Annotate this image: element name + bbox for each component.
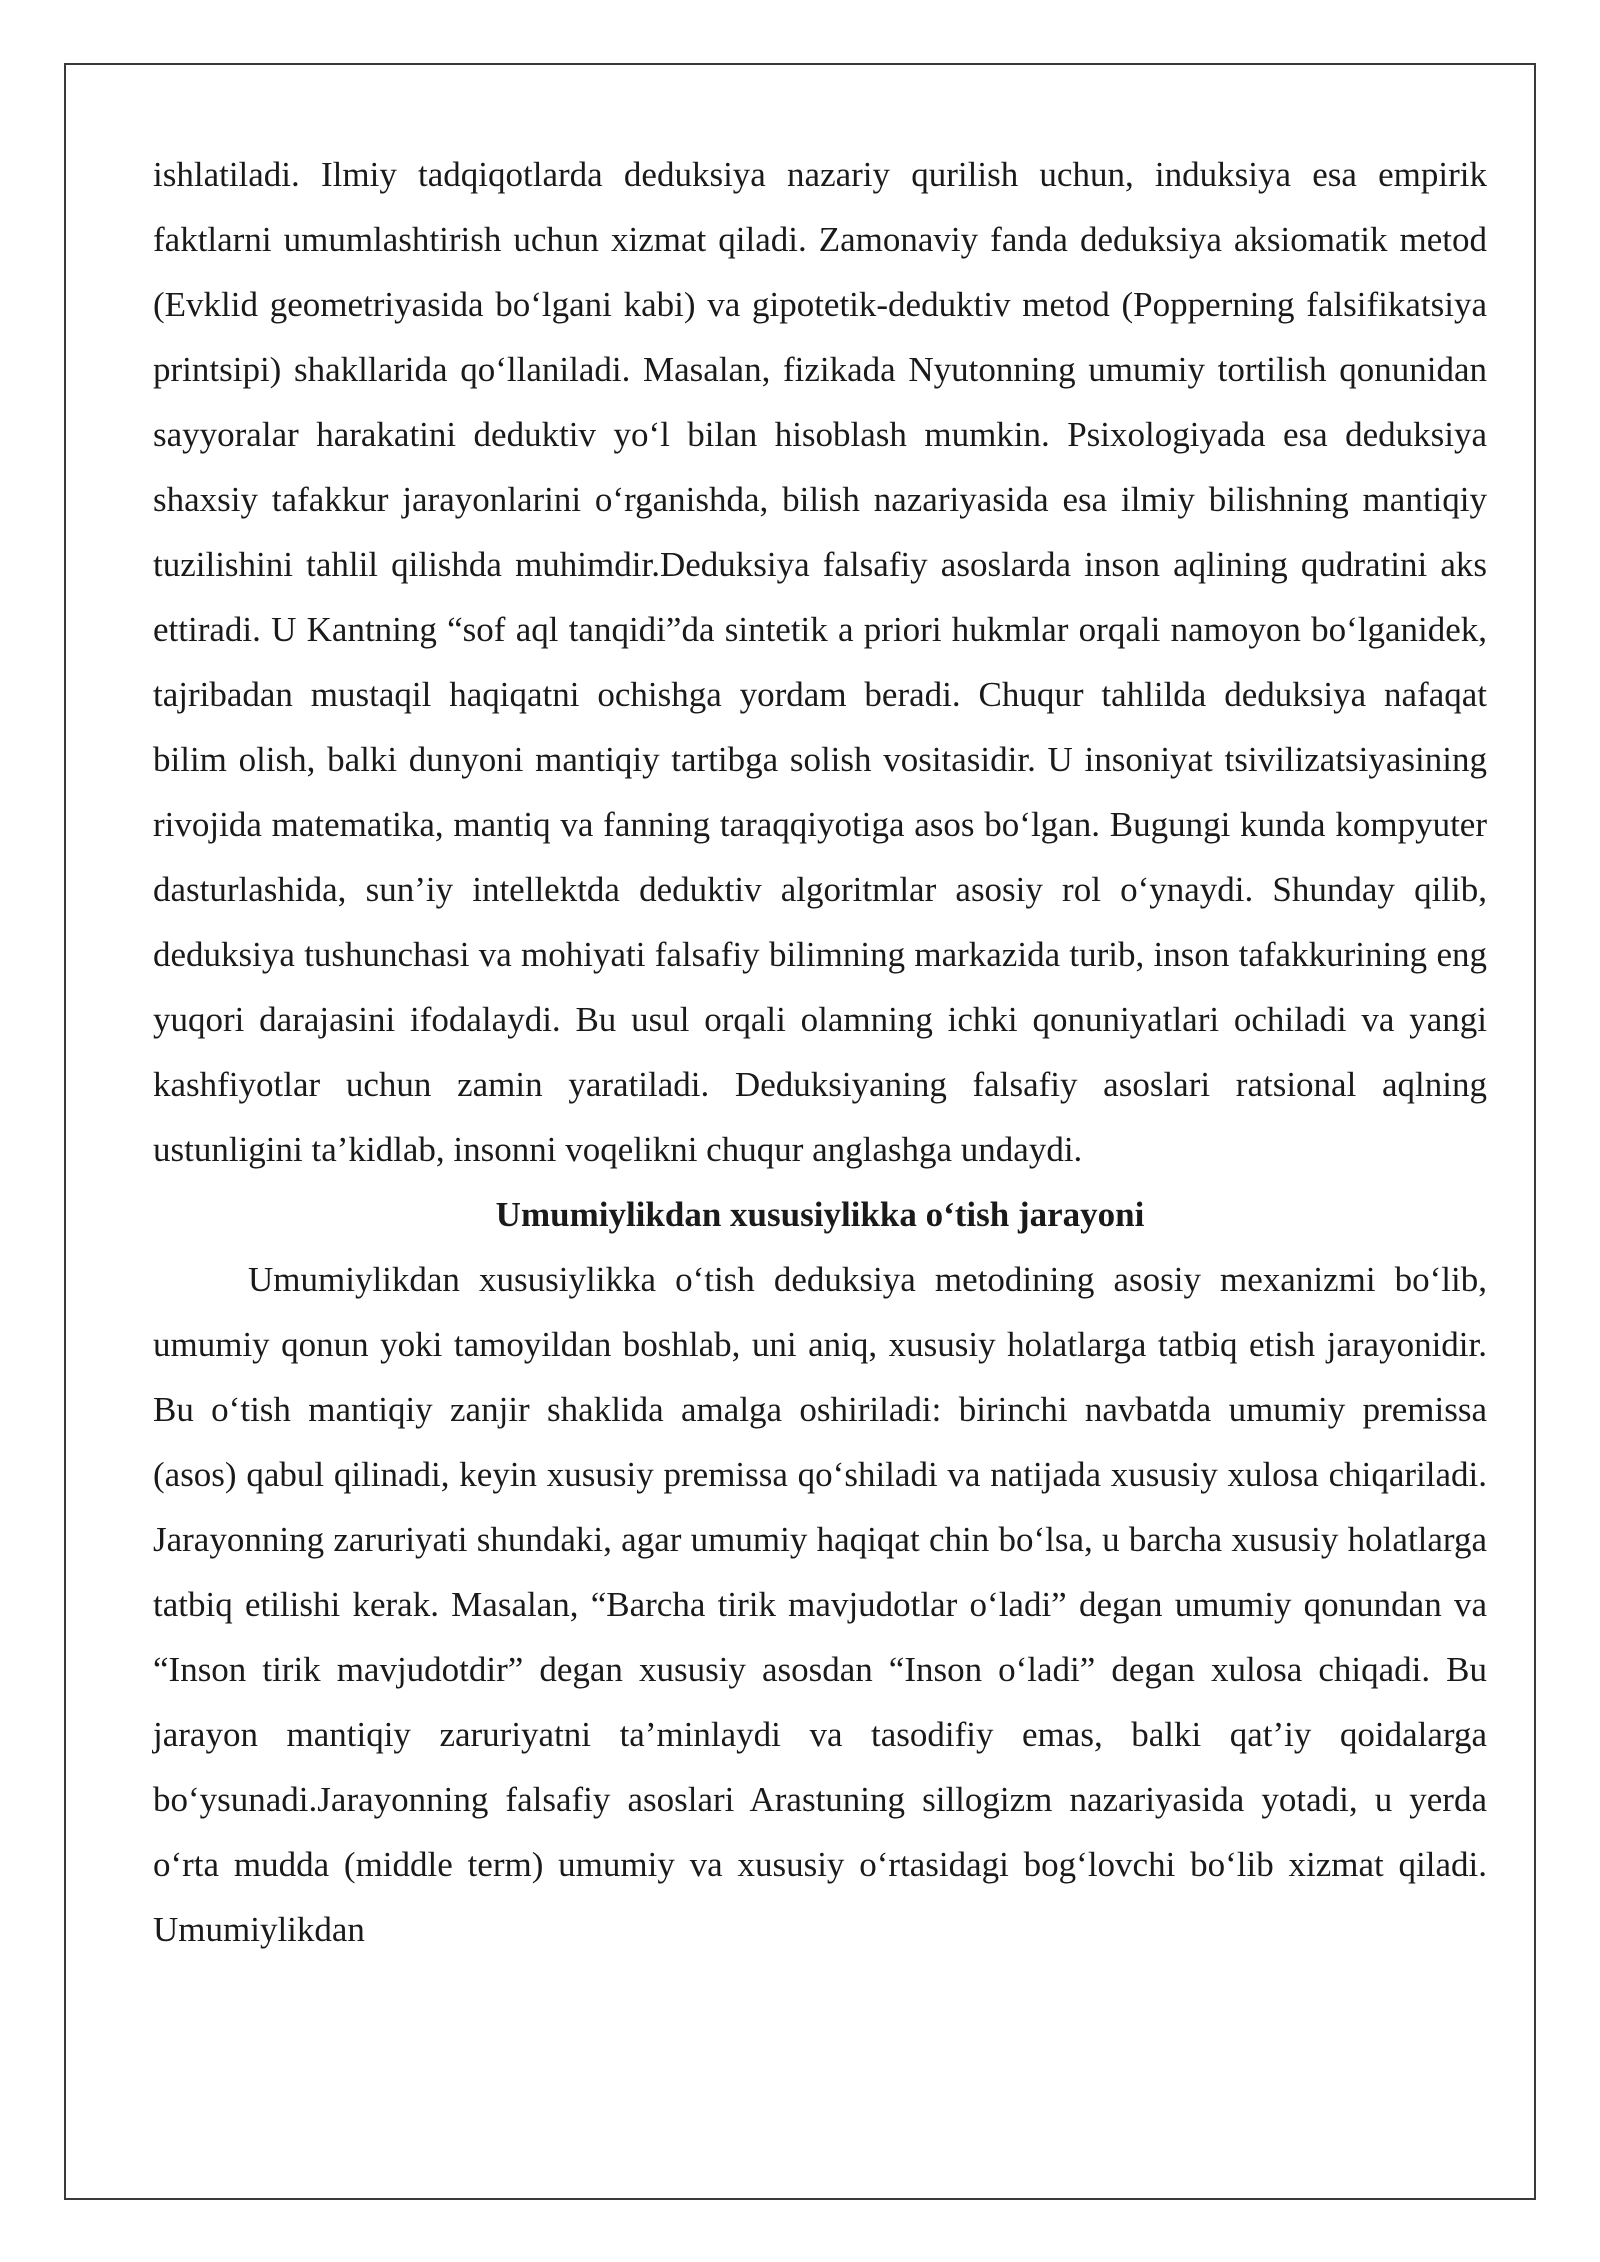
section-heading: Umumiylikdan xususiylikka oʻtish jarayoni <box>495 1195 1145 1234</box>
document-body <box>153 142 1487 1962</box>
body-paragraph: Umumiylikdan xususiylikka oʻtish deduksiya metodining asosiy mexanizmi boʻlib, umumiy qonun yoki tamoyildan boshlab, uni aniq, xususiy holatlarga tatbiq etish jarayonidir. Bu oʻtish mantiqiy zanjir shaklida amalga oshiriladi: birinchi navbatda umumiy premissa (asos) qabul qilinadi, keyin xususiy premissa qoʻshiladi va natijada xususiy xulosa chiqariladi. Jarayonning zaruriyati shundaki, agar umumiy haqiqat chin boʻlsa, u barcha xususiy holatlarga tatbiq etilishi kerak. Masalan, “Barcha tirik mavjudotlar oʻladi” degan umumiy qonundan va “Inson tirik mavjudotdir” degan xususiy asosdan “Inson oʻladi” degan xulosa chiqadi. Bu jarayon mantiqiy zaruriyatni ta’minlaydi va tasodifiy emas, balki qat’iy qoidalarga boʻysunadi.Jarayonning falsafiy asoslari Arastuning sillogizm nazariyasida yotadi, u yerda oʻrta mudda (middle term) umumiy va xususiy oʻrtasidagi bogʻlovchi boʻlib xizmat qiladi. Umumiylikdan <box>153 1260 1487 1949</box>
body-paragraph: ishlatiladi. Ilmiy tadqiqotlarda deduksiya nazariy qurilish uchun, induksiya esa empirik faktlarni umumlashtirish uchun xizmat qiladi. Zamonaviy fanda deduksiya aksiomatik metod (Evklid geometriyasida boʻlgani kabi) va gipotetik-deduktiv metod (Popperning falsifikatsiya printsipi) shakllarida qoʻllaniladi. Masalan, fizikada Nyutonning umumiy tortilish qonunidan sayyoralar harakatini deduktiv yoʻl bilan hisoblash mumkin. Psixologiyada esa deduksiya shaxsiy tafakkur jarayonlarini oʻrganishda, bilish nazariyasida esa ilmiy bilishning mantiqiy tuzilishini tahlil qilishda muhimdir.Deduksiya falsafiy asoslarda inson aqlining qudratini aks ettiradi. U Kantning “sof aql tanqidi”da sintetik a priori hukmlar orqali namoyon boʻlganidek, tajribadan mustaqil haqiqatni ochishga yordam beradi. Chuqur tahlilda deduksiya nafaqat bilim olish, balki dunyoni mantiqiy tartibga solish vositasidir. U insoniyat tsivilizatsiyasining rivojida matematika, mantiq va fanning taraqqiyotiga asos boʻlgan. Bugungi kunda kompyuter dasturlashida, sun’iy intellektda deduktiv algoritmlar asosiy rol oʻynaydi. Shunday qilib, deduksiya tushunchasi va mohiyati falsafiy bilimning markazida turib, inson tafakkurining eng yuqori darajasini ifodalaydi. Bu usul orqali olamning ichki qonuniyatlari ochiladi va yangi kashfiyotlar uchun zamin yaratiladi. Deduksiyaning falsafiy asoslari ratsional aqlning ustunligini ta’kidlab, insonni voqelikni chuqur anglashga undaydi. <box>153 155 1487 1169</box>
